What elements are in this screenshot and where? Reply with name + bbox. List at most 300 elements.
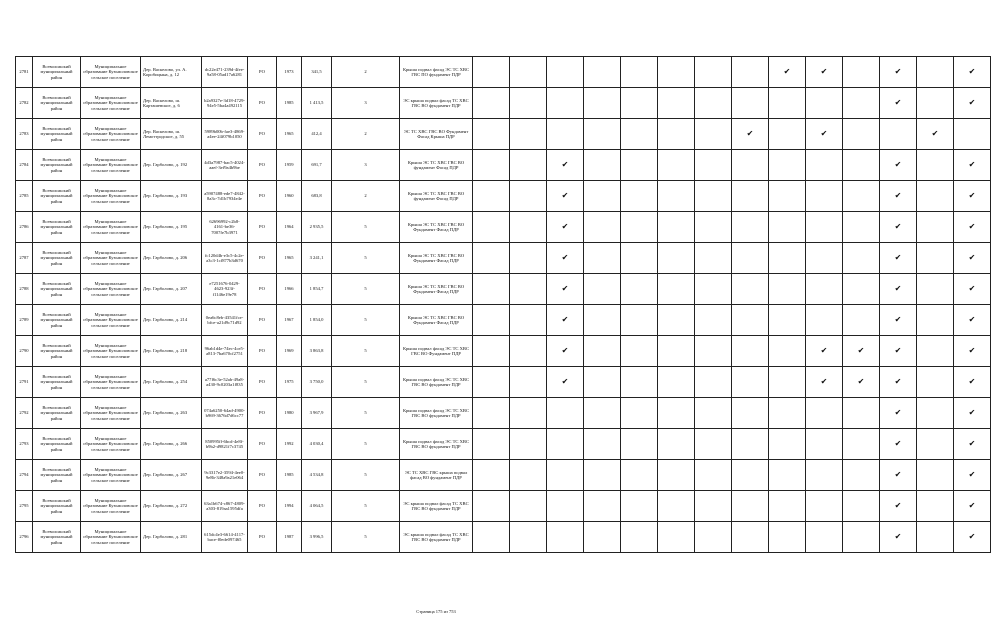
work-check-cell [547,429,584,460]
year-cell: 1987 [277,522,302,553]
municipality-cell: Муниципальное образование Кузьмоловское сельское поселение [81,429,141,460]
district-cell: Всеволожский муниципальный район [33,57,81,88]
work-check-cell [917,274,954,305]
year-cell: 1975 [277,367,302,398]
work-check-cell [621,243,658,274]
work-check-cell [880,274,917,305]
work-check-cell [806,88,843,119]
checkmark-icon: ✔ [894,315,902,324]
floors-cell: 5 [332,460,400,491]
municipality-cell: Муниципальное образование Кузьмоловское сельское поселение [81,88,141,119]
work-check-cell [732,305,769,336]
address-cell: Дер. Гарболово, д. 214 [141,305,202,336]
work-check-cell [473,88,510,119]
table-row [16,150,991,181]
work-check-cell [917,305,954,336]
work-check-cell [843,274,880,305]
address-cell: Дер. Гарболово, д. 281 [141,522,202,553]
area-cell: 3 750,0 [302,367,332,398]
district-cell: Всеволожский муниципальный район [33,367,81,398]
category-cell: РО [248,274,277,305]
district-cell: Всеволожский муниципальный район [33,243,81,274]
work-check-cell [695,181,732,212]
work-check-cell [806,150,843,181]
work-check-cell [658,150,695,181]
works-cell: ЭС крыша подвал фасад ТС ХВС ГВС ВО фундамент ПДР [400,522,473,553]
work-check-cell [473,305,510,336]
area-cell: 4 030,4 [302,429,332,460]
work-check-cell [954,57,991,88]
category-cell: РО [248,491,277,522]
work-check-cell [510,243,547,274]
work-check-cell [510,305,547,336]
year-cell: 1965 [277,243,302,274]
year-cell: 1973 [277,57,302,88]
work-check-cell [695,398,732,429]
work-check-cell [880,336,917,367]
works-cell: Крыша подвал фасад ЭС ТС ХВС ГВС ВО Фундамент ПДР [400,336,473,367]
row-number: 2787 [16,243,33,274]
checkmark-icon: ✔ [968,439,976,448]
floors-cell: 5 [332,212,400,243]
work-check-cell [621,305,658,336]
work-check-cell [473,119,510,150]
work-check-cell [510,336,547,367]
work-check-cell [769,243,806,274]
work-check-cell [584,429,621,460]
work-check-cell [695,336,732,367]
work-check-cell [806,305,843,336]
work-check-cell [806,336,843,367]
work-check-cell [732,181,769,212]
floors-cell: 5 [332,398,400,429]
works-cell: Крыша подвал фасад ЭС ТС ХВС ГВС ПО фундамент ПДР [400,57,473,88]
municipality-cell: Муниципальное образование Кузьмоловское сельское поселение [81,367,141,398]
work-check-cell [658,305,695,336]
floors-cell: 5 [332,522,400,553]
table-row [16,336,991,367]
year-cell: 1959 [277,150,302,181]
work-check-cell [584,150,621,181]
checkmark-icon: ✔ [894,377,902,386]
checkmark-icon: ✔ [894,191,902,200]
address-cell: Дер. Гарболово, д. 272 [141,491,202,522]
work-check-cell [880,181,917,212]
work-check-cell [732,491,769,522]
work-check-cell [806,460,843,491]
work-check-cell [695,305,732,336]
year-cell: 1965 [277,119,302,150]
work-check-cell [769,88,806,119]
work-check-cell [954,305,991,336]
area-cell: 412,4 [302,119,332,150]
address-cell: Дер. Васкелово, ш. Лемоттродское, д. 55 [141,119,202,150]
checkmark-icon: ✔ [968,160,976,169]
fias-code-cell: 074a6250-64ad-4900-b969-3676d7d6cc77 [202,398,248,429]
work-check-cell [806,181,843,212]
work-check-cell [732,336,769,367]
row-number: 2784 [16,150,33,181]
year-cell: 1985 [277,88,302,119]
work-check-cell [658,212,695,243]
work-check-cell [917,181,954,212]
work-check-cell [547,522,584,553]
table-row [16,57,991,88]
checkmark-icon: ✔ [894,470,902,479]
fias-code-cell: fc120d4b-e3c5-4c2e-a3c3-1cf877b3d670 [202,243,248,274]
work-check-cell [880,150,917,181]
checkmark-icon: ✔ [968,98,976,107]
year-cell: 1985 [277,460,302,491]
works-cell: Крыша подвал фасад ЭС ТС ХВС ГВС ВО фундамент ПДР [400,367,473,398]
work-check-cell [732,460,769,491]
floors-cell: 2 [332,181,400,212]
work-check-cell [473,243,510,274]
work-check-cell [880,243,917,274]
register-table [15,56,991,553]
works-cell: Крыша ЭС ТС ХВС ГВС ВО Фундамент Фасад ПДР [400,212,473,243]
category-cell: РО [248,522,277,553]
floors-cell: 2 [332,119,400,150]
work-check-cell [547,491,584,522]
work-check-cell [473,150,510,181]
work-check-cell [473,57,510,88]
work-check-cell [658,243,695,274]
checkmark-icon: ✔ [561,346,569,355]
table-row [16,429,991,460]
work-check-cell [880,88,917,119]
work-check-cell [584,212,621,243]
work-check-cell [547,88,584,119]
district-cell: Всеволожский муниципальный район [33,429,81,460]
work-check-cell [732,367,769,398]
work-check-cell [954,150,991,181]
work-check-cell [843,243,880,274]
floors-cell: 2 [332,57,400,88]
work-check-cell [806,274,843,305]
year-cell: 1992 [277,429,302,460]
work-check-cell [695,212,732,243]
work-check-cell [695,522,732,553]
row-number: 2782 [16,88,33,119]
work-check-cell [658,522,695,553]
work-check-cell [584,57,621,88]
work-check-cell [621,57,658,88]
work-check-cell [732,57,769,88]
table-row [16,305,991,336]
work-check-cell [695,150,732,181]
work-check-cell [843,150,880,181]
checkmark-icon: ✔ [820,346,828,355]
work-check-cell [954,88,991,119]
category-cell: РО [248,398,277,429]
work-check-cell [954,243,991,274]
checkmark-icon: ✔ [894,98,902,107]
district-cell: Всеволожский муниципальный район [33,305,81,336]
work-check-cell [584,305,621,336]
table-row [16,119,991,150]
area-cell: 4 064,5 [302,491,332,522]
work-check-cell [658,336,695,367]
work-check-cell [621,460,658,491]
category-cell: РО [248,336,277,367]
checkmark-icon: ✔ [968,377,976,386]
district-cell: Всеволожский муниципальный район [33,460,81,491]
year-cell: 1960 [277,181,302,212]
checkmark-icon: ✔ [561,222,569,231]
checkmark-icon: ✔ [820,377,828,386]
work-check-cell [658,367,695,398]
row-number: 2794 [16,460,33,491]
works-cell: Крыша подвал фасад ЭС ТС ХВС ГВС ВО фундамент ПДР [400,398,473,429]
row-number: 2789 [16,305,33,336]
work-check-cell [954,522,991,553]
work-check-cell [658,460,695,491]
checkmark-icon: ✔ [968,408,976,417]
year-cell: 1980 [277,398,302,429]
fias-code-cell: 63a1b674-c867-4809-a303-819aa1595dfa [202,491,248,522]
work-check-cell [917,429,954,460]
floors-cell: 3 [332,150,400,181]
work-check-cell [473,181,510,212]
work-check-cell [547,336,584,367]
work-check-cell [880,398,917,429]
work-check-cell [510,398,547,429]
work-check-cell [473,522,510,553]
work-check-cell [843,181,880,212]
floors-cell: 5 [332,491,400,522]
work-check-cell [473,336,510,367]
work-check-cell [473,274,510,305]
work-check-cell [954,274,991,305]
work-check-cell [547,57,584,88]
page-footer: Страница 175 из 753 [416,609,456,614]
work-check-cell [806,119,843,150]
municipality-cell: Муниципальное образование Кузьмоловское сельское поселение [81,274,141,305]
checkmark-icon: ✔ [968,315,976,324]
area-cell: 691,7 [302,150,332,181]
work-check-cell [806,367,843,398]
table-row [16,243,991,274]
work-check-cell [954,367,991,398]
table-row [16,491,991,522]
work-check-cell [917,212,954,243]
table-row [16,88,991,119]
work-check-cell [917,57,954,88]
work-check-cell [584,119,621,150]
work-check-cell [621,88,658,119]
work-check-cell [954,460,991,491]
work-check-cell [769,150,806,181]
work-check-cell [843,212,880,243]
checkmark-icon: ✔ [783,67,791,76]
work-check-cell [769,181,806,212]
work-check-cell [880,522,917,553]
table-row [16,212,991,243]
district-cell: Всеволожский муниципальный район [33,522,81,553]
work-check-cell [621,212,658,243]
work-check-cell [769,57,806,88]
work-check-cell [658,491,695,522]
work-check-cell [732,429,769,460]
checkmark-icon: ✔ [561,315,569,324]
work-check-cell [658,429,695,460]
work-check-cell [843,57,880,88]
work-check-cell [473,460,510,491]
category-cell: РО [248,429,277,460]
address-cell: Дер. Гарболово, д. 263 [141,398,202,429]
row-number: 2781 [16,57,33,88]
work-check-cell [658,181,695,212]
checkmark-icon: ✔ [561,377,569,386]
work-check-cell [584,88,621,119]
work-check-cell [584,491,621,522]
checkmark-icon: ✔ [746,129,754,138]
work-check-cell [547,398,584,429]
work-check-cell [806,522,843,553]
district-cell: Всеволожский муниципальный район [33,150,81,181]
checkmark-icon: ✔ [894,408,902,417]
work-check-cell [695,88,732,119]
work-check-cell [510,181,547,212]
area-cell: 3 996,5 [302,522,332,553]
address-cell: Дер. Гарболово, д. 207 [141,274,202,305]
address-cell: Дер. Гарболово, д. 218 [141,336,202,367]
area-cell: 2 935,5 [302,212,332,243]
category-cell: РО [248,305,277,336]
work-check-cell [695,119,732,150]
work-check-cell [658,57,695,88]
work-check-cell [584,460,621,491]
work-check-cell [547,150,584,181]
work-check-cell [584,336,621,367]
category-cell: РО [248,367,277,398]
work-check-cell [843,305,880,336]
work-check-cell [510,522,547,553]
work-check-cell [621,491,658,522]
checkmark-icon: ✔ [894,253,902,262]
category-cell: РО [248,181,277,212]
work-check-cell [954,119,991,150]
area-cell: 3 863,8 [302,336,332,367]
works-cell: ЭС ТС ХВС ГВС ВО Фундамент Фасад Крыша ПДР [400,119,473,150]
address-cell: Дер. Гарболово, д. 192 [141,150,202,181]
work-check-cell [695,274,732,305]
work-check-cell [732,522,769,553]
work-check-cell [917,367,954,398]
checkmark-icon: ✔ [894,160,902,169]
address-cell: Дер. Гарболово, д. 267 [141,460,202,491]
work-check-cell [843,367,880,398]
floors-cell: 5 [332,305,400,336]
checkmark-icon: ✔ [968,532,976,541]
work-check-cell [584,367,621,398]
work-check-cell [621,336,658,367]
district-cell: Всеволожский муниципальный район [33,398,81,429]
work-check-cell [510,119,547,150]
work-check-cell [769,119,806,150]
row-number: 2788 [16,274,33,305]
works-cell: ЭС крыша подвал фасад ТС ХВС ГВС ВО фундамент ПДР [400,491,473,522]
work-check-cell [621,429,658,460]
work-check-cell [510,88,547,119]
district-cell: Всеволожский муниципальный район [33,88,81,119]
work-check-cell [658,274,695,305]
area-cell: 341,5 [302,57,332,88]
work-check-cell [880,305,917,336]
work-check-cell [917,119,954,150]
work-check-cell [843,491,880,522]
fias-code-cell: e7251676-0429-4623-923f-f1146e19e78 [202,274,248,305]
address-cell: Дер. Гарболово, д. 254 [141,367,202,398]
work-check-cell [621,274,658,305]
floors-cell: 5 [332,274,400,305]
fias-code-cell: a5907488-ede7-4842-8a3c-7d1b7934e4e [202,181,248,212]
works-cell: Крыша ЭС ТС ХВС ГВС ВО фундамент Фасад ПДР [400,181,473,212]
work-check-cell [880,57,917,88]
floors-cell: 5 [332,367,400,398]
work-check-cell [695,429,732,460]
table-row [16,181,991,212]
table-row [16,522,991,553]
area-cell: 1 854,7 [302,274,332,305]
work-check-cell [769,336,806,367]
checkmark-icon: ✔ [894,346,902,355]
work-check-cell [621,119,658,150]
area-cell: 683,8 [302,181,332,212]
checkmark-icon: ✔ [894,67,902,76]
work-check-cell [917,398,954,429]
fias-code-cell: 850995ff-6bcd-4e8f-b9b2-d9821f7c3745 [202,429,248,460]
work-check-cell [917,491,954,522]
year-cell: 1964 [277,212,302,243]
year-cell: 1994 [277,491,302,522]
area-cell: 3 967,9 [302,398,332,429]
checkmark-icon: ✔ [968,253,976,262]
checkmark-icon: ✔ [561,284,569,293]
work-check-cell [843,429,880,460]
fias-code-cell: 96ab1d4e-74ec-4ce5-a813-7ba670cf2751 [202,336,248,367]
work-check-cell [769,460,806,491]
work-check-cell [732,88,769,119]
municipality-cell: Муниципальное образование Кузьмоловское сельское поселение [81,491,141,522]
address-cell: Дер. Гарболово, д. 193 [141,181,202,212]
table-row [16,398,991,429]
checkmark-icon: ✔ [894,222,902,231]
work-check-cell [473,491,510,522]
municipality-cell: Муниципальное образование Кузьмоловское сельское поселение [81,57,141,88]
work-check-cell [806,57,843,88]
fias-code-cell: 9c3317e2-3594-4ee0-9e8b-348a9a21e064 [202,460,248,491]
work-check-cell [769,274,806,305]
work-check-cell [769,429,806,460]
row-number: 2785 [16,181,33,212]
address-cell: Дер. Васкелово, ул. А. Коробицына, д. 12 [141,57,202,88]
work-check-cell [769,522,806,553]
floors-cell: 5 [332,429,400,460]
municipality-cell: Муниципальное образование Кузьмоловское сельское поселение [81,119,141,150]
work-check-cell [473,398,510,429]
checkmark-icon: ✔ [968,346,976,355]
row-number: 2796 [16,522,33,553]
district-cell: Всеволожский муниципальный район [33,336,81,367]
table-row [16,367,991,398]
checkmark-icon: ✔ [561,191,569,200]
work-check-cell [732,274,769,305]
checkmark-icon: ✔ [820,129,828,138]
checkmark-icon: ✔ [561,160,569,169]
works-cell: ЭС крыша подвал фасад ТС ХВС ГВС ВО фундамент ПДР [400,88,473,119]
